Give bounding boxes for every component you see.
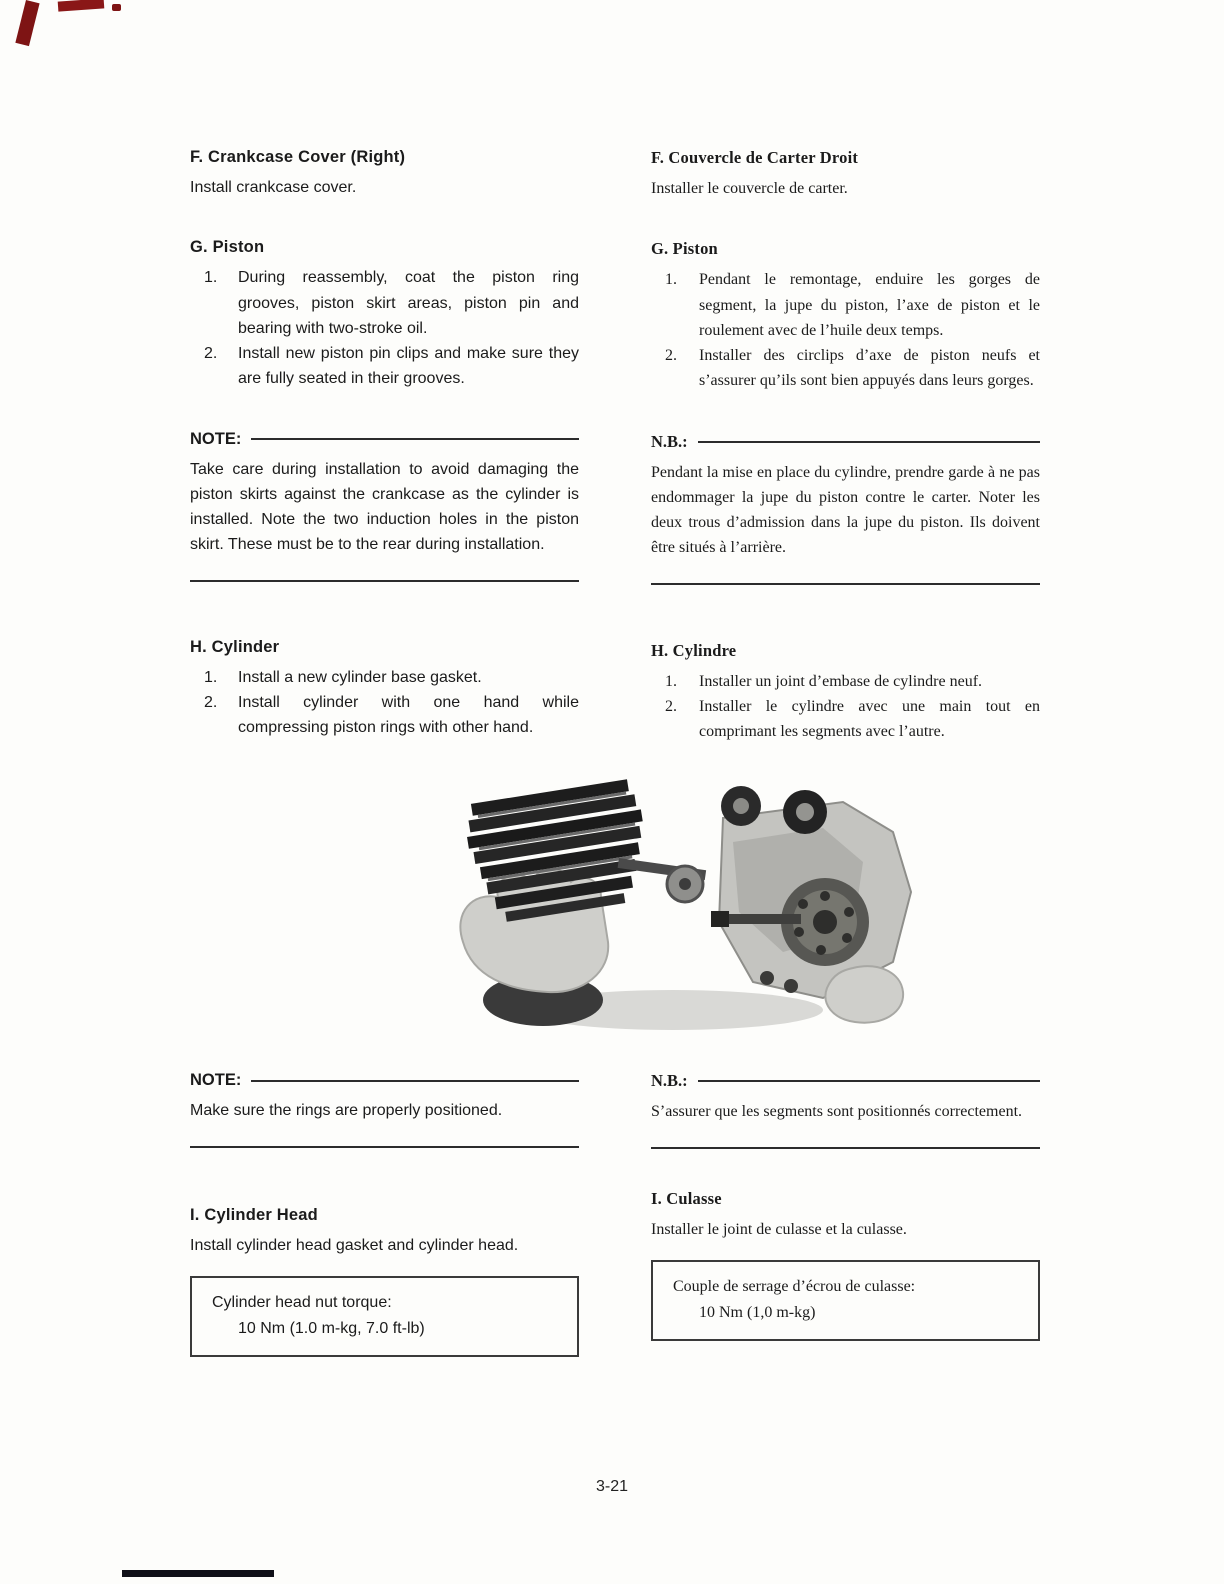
note-block-en <box>190 430 579 582</box>
torque-spec-box <box>651 1260 1040 1341</box>
bottom-columns <box>190 1071 1040 1357</box>
column-french <box>651 148 1040 744</box>
note-label: NOTE: <box>190 1071 242 1090</box>
section-heading: F. Crankcase Cover (Right) <box>190 148 406 166</box>
list-item <box>651 694 1040 745</box>
section-heading: G. Piston <box>190 238 265 257</box>
note-block-fr <box>651 432 1040 585</box>
list-number: 1. <box>204 269 218 287</box>
top-columns <box>190 148 1040 744</box>
list-text: During reassembly, coat the piston ring grooves, piston skirt areas, piston pin and bearing with two-stroke oil. <box>238 269 579 337</box>
section-heading: H. Cylinder <box>190 637 280 656</box>
list-item <box>190 265 579 341</box>
column-english <box>190 148 579 744</box>
section-h-en <box>190 638 579 741</box>
section-heading: F. Couvercle de Carter Droit <box>651 148 859 167</box>
note-header <box>190 430 579 449</box>
note-block-en-2 <box>190 1071 579 1147</box>
scan-artifact-red <box>15 0 39 46</box>
section-body: Install crankcase cover. <box>190 179 357 196</box>
list-number: 1. <box>665 672 677 690</box>
list-text: Install a new cylinder base gasket. <box>238 668 482 686</box>
section-heading: H. Cylindre <box>651 640 737 660</box>
note-rule-line <box>651 1147 1040 1149</box>
list-item <box>651 669 1040 694</box>
list-number: 2. <box>665 347 677 365</box>
torque-spec-line: Cylinder head nut torque: <box>212 1293 392 1311</box>
torque-spec-box <box>190 1276 579 1357</box>
list-number: 2. <box>665 697 677 715</box>
section-i-fr <box>651 1189 1040 1341</box>
torque-spec-value: 10 Nm (1.0 m-kg, 7.0 ft-lb) <box>238 1319 425 1337</box>
note-label: NOTE: <box>190 429 242 448</box>
list-text: Installer le cylindre avec une main tout en comprimant les segments avec l’autre. <box>699 697 1040 741</box>
note-rule-line <box>190 580 579 582</box>
note-block-fr-2 <box>651 1071 1040 1148</box>
scan-artifact-red <box>58 0 105 12</box>
note-rule-line <box>251 1080 579 1082</box>
section-g-fr <box>651 239 1040 393</box>
note-label: N.B.: <box>651 431 688 451</box>
list-number: 2. <box>204 345 218 363</box>
note-body: Take care during installation to avoid damaging the piston skirts against the crankcase as the cylinder is installed. Note the two induction holes in the piston skirt. These must be to the rear during installation. <box>190 460 579 554</box>
section-body: Installer le couvercle de carter. <box>651 180 848 197</box>
column-french-bottom <box>651 1071 1040 1357</box>
note-body: S’assurer que les segments sont positionnés correctement. <box>651 1103 1023 1121</box>
list-number: 1. <box>204 668 218 686</box>
page-content <box>190 148 1040 1357</box>
note-rule-line <box>190 1146 579 1148</box>
section-f-en <box>190 148 579 200</box>
list-item <box>651 267 1040 343</box>
note-body: Make sure the rings are properly positioned. <box>190 1102 503 1120</box>
figure-cylinder-install-photo <box>423 772 935 1045</box>
list-text: Install new piston pin clips and make sure they are fully seated in their grooves. <box>238 345 579 388</box>
scan-artifact-red <box>112 4 121 11</box>
note-header <box>651 432 1040 452</box>
section-heading: I. Culasse <box>651 1188 722 1208</box>
list-text: Pendant le remontage, enduire les gorges de segment, la jupe du piston, l’axe de piston et le roulement avec de l’huile deux temps. <box>699 271 1040 339</box>
list-number: 2. <box>204 693 218 711</box>
list-number: 1. <box>665 271 677 289</box>
page-number: 3-21 <box>595 1478 629 1495</box>
note-rule-line <box>698 1080 1040 1082</box>
list-text: Install cylinder with one hand while compressing piston rings with other hand. <box>238 693 579 737</box>
section-f-fr <box>651 148 1040 201</box>
list-item <box>190 341 579 392</box>
section-g-en <box>190 238 579 391</box>
list-item <box>190 665 579 690</box>
list-text: Installer des circlips d’axe de piston neufs et s’assurer qu’ils sont bien appuyés dans leurs gorges. <box>699 347 1040 390</box>
list-item <box>190 690 579 741</box>
note-rule-line <box>651 583 1040 585</box>
note-body: Pendant la mise en place du cylindre, prendre garde à ne pas endommager la jupe du piston contre le carter. Noter les deux trous d’admission dans la jupe du piston. Ils doivent être situés à l’arrière. <box>651 463 1040 557</box>
note-header <box>651 1071 1040 1091</box>
figure-row <box>190 772 1040 1045</box>
list-item <box>651 343 1040 394</box>
list-text: Installer un joint d’embase de cylindre neuf. <box>699 672 983 690</box>
note-rule-line <box>251 438 579 440</box>
section-body: Install cylinder head gasket and cylinder head. <box>190 1236 519 1254</box>
photo-illustration <box>423 772 935 1040</box>
note-label: N.B.: <box>651 1071 688 1091</box>
section-heading: I. Cylinder Head <box>190 1205 318 1224</box>
torque-spec-line: Couple de serrage d’écrou de culasse: <box>673 1277 916 1295</box>
section-h-fr <box>651 641 1040 745</box>
torque-spec-value: 10 Nm (1,0 m-kg) <box>699 1303 816 1321</box>
section-body: Installer le joint de culasse et la culasse. <box>651 1220 907 1238</box>
scan-artifact-black-bar <box>122 1570 274 1577</box>
section-heading: G. Piston <box>651 239 718 259</box>
note-header <box>190 1071 579 1090</box>
note-rule-line <box>698 441 1040 443</box>
section-i-en <box>190 1206 579 1357</box>
column-english-bottom <box>190 1071 579 1357</box>
